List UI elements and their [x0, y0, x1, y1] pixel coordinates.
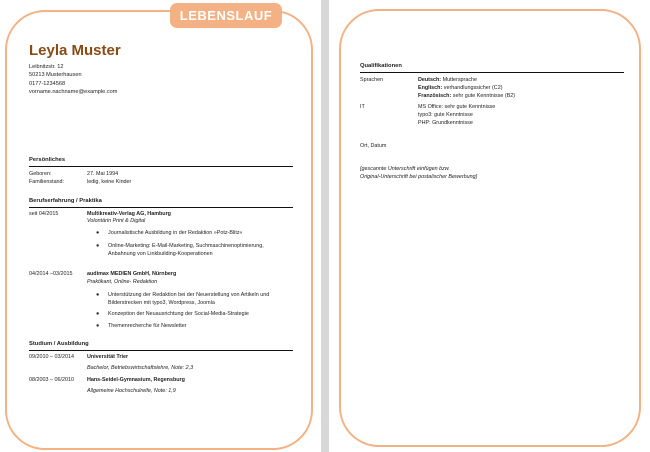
job-bullet: ● Online-Marketing: E-Mail-Marketing, Suchmaschinenoptimierung, Anbahnung von Linkbuilding-Kooperationen: [96, 243, 264, 257]
it-skill: typo3: gute Kenntnisse: [418, 112, 473, 118]
contact-city: 50213 Musterhausen: [29, 72, 82, 79]
language-row: Englisch: verhandlungssicher (C2): [418, 85, 503, 91]
languages-label: Sprachen: [360, 77, 384, 83]
section-divider: [29, 207, 293, 208]
job-date: seit 04/2015: [29, 211, 59, 217]
section-title-experience: Berufserfahrung / Praktika: [29, 198, 102, 204]
job-date: 04/2014 –03/2015: [29, 271, 73, 277]
contact-block: [29, 63, 117, 96]
language-row: Deutsch: Muttersprache: [418, 77, 478, 83]
section-title-personal: Persönliches: [29, 157, 66, 163]
edu-degree: Allgemeine Hochschulreife, Note: 1,9: [87, 388, 176, 394]
job-bullet: ● Konzeption der Neuausrichtung der Social-Media-Strategie: [96, 311, 249, 317]
bullet-icon: ●: [96, 292, 100, 298]
page-border-frame: [339, 9, 641, 447]
section-title-education: Studium / Ausbildung: [29, 341, 89, 347]
edu-school: Universität Trier: [87, 354, 129, 360]
place-date: Ort, Datum: [360, 143, 387, 149]
section-divider: [29, 350, 293, 351]
bullet-icon: ●: [96, 311, 100, 317]
personal-value: 27. Mai 1994: [87, 171, 119, 177]
edu-degree: Bachelor, Betriebswirtschaftslehre, Note: 2,3: [87, 365, 194, 371]
edu-date: 08/2003 – 06/2010: [29, 377, 74, 383]
contact-email: vorname.nachname@example.com: [29, 88, 118, 95]
cv-page-1: [0, 0, 321, 452]
job-role: Volontärin Print & Digital: [87, 218, 146, 224]
personal-value: ledig, keine Kinder: [87, 179, 132, 185]
job-company: Multikreativ-Verlag AG, Hamburg: [87, 211, 171, 217]
contact-phone: 0177-1234568: [29, 80, 66, 87]
bullet-icon: ●: [96, 323, 100, 329]
bullet-icon: ●: [96, 243, 100, 249]
lebenslauf-banner: LEBENSLAUF: [170, 3, 282, 28]
language-row: Französisch: sehr gute Kenntnisse (B2): [418, 93, 516, 99]
job-bullet: ● Themenrecherche für Newsletter: [96, 323, 187, 329]
job-bullet: ● Unterstützung der Redaktion bei der Neuerstellung von Artikeln und Bilderstrecken mit typo3, Wordpress, Joomla: [96, 292, 270, 306]
candidate-name: Leyla Muster: [29, 42, 121, 59]
it-skill: MS Office: sehr gute Kenntnisse: [418, 104, 496, 110]
signature-note: [gescannte Unterschrift einfügen bzw.: [360, 166, 450, 172]
section-divider: [360, 72, 624, 73]
cv-page-2: [329, 0, 650, 452]
it-skill: PHP: Grundkenntnisse: [418, 120, 473, 126]
job-company: audimax MEDIEN GmbH, Nürnberg: [87, 271, 177, 277]
page-gap: [321, 0, 329, 452]
personal-label: Familienstand:: [29, 179, 65, 185]
job-bullet: ● Journalistische Ausbildung in der Redaktion »Potz-Blitz«: [96, 230, 243, 236]
edu-school: Hans-Seidel-Gymnasium, Regensburg: [87, 377, 185, 383]
bullet-icon: ●: [96, 230, 100, 236]
signature-note: Original-Unterschrift bei postalischer Bewerbung]: [360, 174, 478, 180]
it-label: IT: [360, 104, 365, 110]
personal-label: Geboren:: [29, 171, 52, 177]
contact-street: Leibnitzstr. 12: [29, 64, 64, 70]
job-role: Praktikant, Online- Redaktion: [87, 279, 158, 285]
section-title-qualifications: Qualifikationen: [360, 63, 402, 69]
section-divider: [29, 166, 293, 167]
edu-date: 09/2010 – 03/2014: [29, 354, 74, 360]
